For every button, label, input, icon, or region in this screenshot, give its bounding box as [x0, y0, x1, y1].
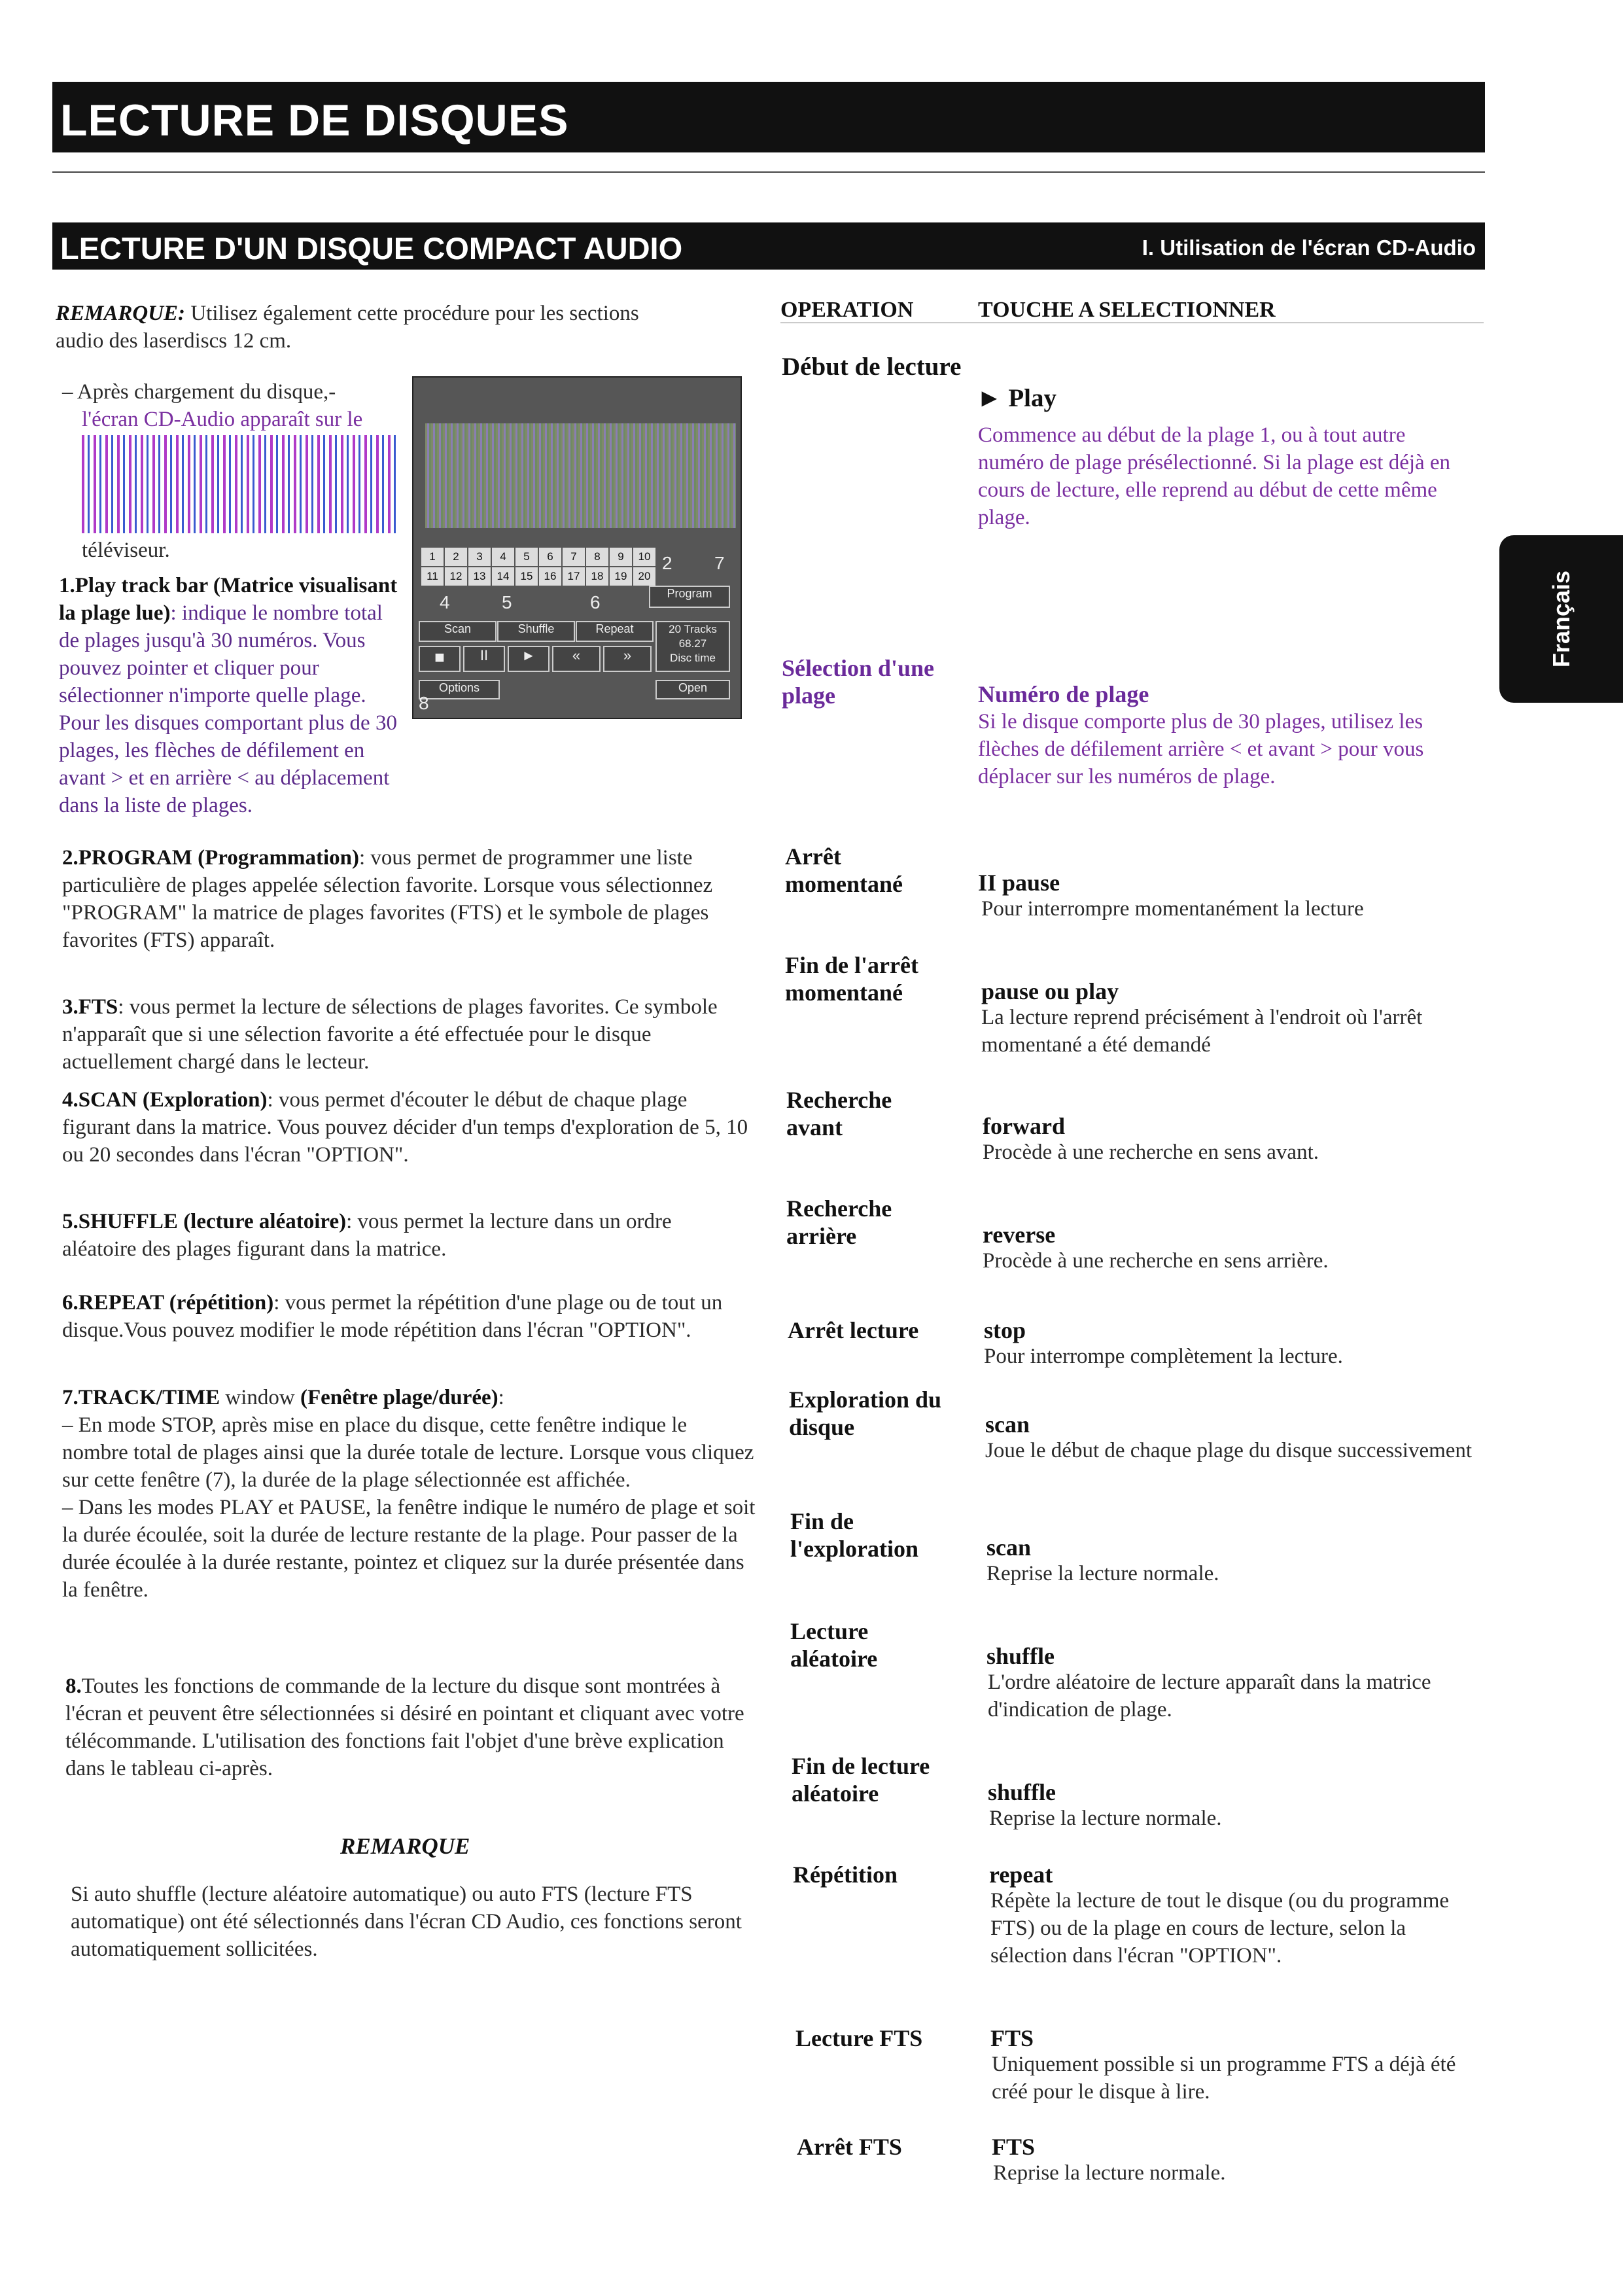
track-button[interactable]: 12	[445, 567, 467, 586]
row-description: Pour interrompre momentanément la lecture	[981, 897, 1364, 921]
row-description: Reprise la lecture normale.	[993, 2161, 1226, 2185]
window-tracks: 20 Tracks	[669, 623, 717, 635]
item-3	[62, 993, 749, 1076]
table-header-operation: OPERATION	[780, 298, 914, 322]
track-button[interactable]: 13	[468, 567, 491, 586]
section-title: LECTURE D'UN DISQUE COMPACT AUDIO	[60, 231, 683, 266]
play-button[interactable]: ►	[508, 646, 550, 672]
track-button[interactable]: 8	[586, 548, 608, 566]
track-button[interactable]: 10	[633, 548, 655, 566]
item-7	[62, 1384, 756, 1604]
key-label: shuffle	[986, 1643, 1055, 1669]
section-subtitle: I. Utilisation de l'écran CD-Audio	[1142, 236, 1476, 260]
track-button[interactable]: 11	[421, 567, 444, 586]
op-label: Sélection d'une plage	[782, 655, 935, 709]
key-label: reverse	[983, 1222, 1056, 1248]
row-description: Reprise la lecture normale.	[986, 1562, 1219, 1585]
op-label: Lecture aléatoire	[790, 1618, 878, 1672]
row-description: La lecture reprend précisément à l'endroit où l'arrêt momentané a été demandé	[981, 1006, 1423, 1057]
track-button[interactable]: 4	[492, 548, 514, 566]
item-number: 7.	[62, 1386, 79, 1409]
item-number: 3.	[62, 995, 79, 1019]
op-label: Fin de l'exploration	[790, 1508, 918, 1562]
op-label: Répétition	[793, 1862, 898, 1888]
remark-paragraph	[56, 300, 684, 355]
key-label: scan	[985, 1411, 1030, 1438]
item-number: 2.	[62, 846, 79, 870]
item-5	[62, 1208, 749, 1263]
scan-button[interactable]: Scan	[419, 621, 497, 642]
track-button[interactable]: 9	[610, 548, 632, 566]
table-header-key: TOUCHE A SELECTIONNER	[978, 298, 1276, 322]
callout-6: 6	[590, 592, 601, 612]
intro-glitch-band	[82, 435, 396, 533]
item-title-2: (Fenêtre plage/durée)	[300, 1386, 498, 1409]
track-button[interactable]: 2	[445, 548, 467, 566]
item-title: SHUFFLE (lecture aléatoire)	[78, 1210, 347, 1233]
row-description: Commence au début de la plage 1, ou à tout autre numéro de plage présélectionné. Si la plage est déjà en cours de lecture, elle reprend au début de cette même plage.	[978, 423, 1451, 529]
row-description: Si le disque comporte plus de 30 plages, utilisez les flèches de défilement arrière < et avant > pour vous déplacer sur les numéros de plage.	[978, 710, 1424, 788]
item-text: : vous permet de programmer une liste particulière de plages appelée sélection favorite. Lorsque vous sélectionnez "PROGRAM" la matrice de plages favorites (FTS) et le symbole de plages favorites (FTS) apparaît.	[62, 846, 713, 952]
item-colon: :	[498, 1386, 504, 1409]
op-label: Fin de l'arrêt momentané	[785, 952, 918, 1006]
item-7-bullet-1: – En mode STOP, après mise en place du disque, cette fenêtre indique le nombre total de plages ainsi que la durée totale de lecture. Lorsque vous cliquez sur cette fenêtre (7), la durée de la plage sélectionnée est affichée.	[62, 1413, 754, 1492]
item-number: 1.	[59, 574, 75, 597]
language-tab: Français	[1499, 535, 1623, 703]
page-title: LECTURE DE DISQUES	[60, 96, 569, 145]
track-button[interactable]: 19	[610, 567, 632, 586]
row-description: Procède à une recherche en sens avant.	[983, 1140, 1319, 1164]
item-title: PROGRAM (Programmation)	[78, 846, 359, 870]
key-label: Numéro de plage	[978, 681, 1149, 707]
callout-7: 7	[714, 553, 725, 573]
forward-button[interactable]: »	[603, 646, 652, 672]
item-1	[59, 572, 406, 819]
stop-button[interactable]: ■	[419, 646, 461, 672]
item-text: : vous permet la lecture dans un ordre aléatoire des plages figurant dans la matrice.	[62, 1210, 672, 1261]
item-mid: window	[220, 1386, 300, 1409]
row-description: Pour interrompe complètement la lecture.	[984, 1345, 1343, 1368]
track-button[interactable]: 6	[539, 548, 561, 566]
op-label: Exploration du disque	[789, 1386, 942, 1440]
key-label: repeat	[989, 1862, 1053, 1888]
item-6	[62, 1289, 749, 1344]
item-title: TRACK/TIME	[78, 1386, 220, 1409]
header-divider	[52, 171, 1485, 173]
options-button[interactable]: Options	[419, 680, 500, 699]
item-number: 6.	[62, 1291, 79, 1315]
pause-button[interactable]: II	[463, 646, 505, 672]
item-2	[62, 844, 749, 954]
key-label: pause ou play	[981, 978, 1119, 1004]
item-text: : vous permet la répétition d'une plage ou de tout un disque.Vous pouvez modifier le mode répétition dans l'écran "OPTION".	[62, 1291, 723, 1342]
key-label: FTS	[992, 2134, 1036, 2160]
remark-label: REMARQUE:	[56, 302, 186, 325]
item-number: 4.	[62, 1088, 79, 1112]
row-description: Reprise la lecture normale.	[989, 1807, 1222, 1830]
remark-2-text: Si auto shuffle (lecture aléatoire automatique) ou auto FTS (lecture FTS automatique) ont été sélectionnés dans l'écran CD Audio, ces fonctions seront automatiquement sollicitées.	[71, 1882, 742, 1961]
callout-5: 5	[502, 592, 512, 612]
key-label: scan	[986, 1534, 1032, 1561]
intro-line-3: téléviseur.	[82, 539, 170, 562]
intro-line-1: – Après chargement du disque,-	[62, 380, 336, 404]
item-number: 8.	[65, 1674, 82, 1698]
remark-text: Utilisez également cette procédure pour les sections audio des laserdiscs 12 cm.	[56, 302, 639, 353]
track-button[interactable]: 16	[539, 567, 561, 586]
callout-2: 2	[662, 553, 672, 573]
item-text: : vous permet la lecture de sélections de plages favorites. Ce symbole n'apparaît que si une sélection favorite a été effectuée pour le disque actuellement chargé dans le lecteur.	[62, 995, 718, 1074]
op-label: Arrêt lecture	[788, 1317, 919, 1343]
track-button[interactable]: 17	[563, 567, 585, 586]
op-label: Arrêt FTS	[797, 2134, 902, 2160]
item-7-bullet-2: – Dans les modes PLAY et PAUSE, la fenêtre indique le numéro de plage et soit la durée écoulée, soit la durée de lecture restante de la plage. Pour passer de la durée écoulée à la durée restante, pointez et cliquez sur la durée présentée dans la fenêtre.	[62, 1496, 756, 1602]
key-label: shuffle	[988, 1779, 1056, 1805]
remark-2-title: REMARQUE	[340, 1833, 470, 1859]
row-description: L'ordre aléatoire de lecture apparaît dans la matrice d'indication de plage.	[988, 1670, 1431, 1722]
key-label: forward	[983, 1113, 1065, 1139]
repeat-button[interactable]: Repeat	[576, 621, 654, 642]
item-text: Toutes les fonctions de commande de la lecture du disque sont montrées à l'écran et peuvent être sélectionnées si désiré en pointant et cliquant avec votre télécommande. L'utilisation des fonctions fait l'objet d'une brève explication dans le tableau ci-après.	[65, 1674, 744, 1780]
item-8	[65, 1672, 759, 1782]
intro-line-2: l'écran CD-Audio apparaît sur le	[82, 408, 363, 431]
section-header-bar	[52, 222, 1485, 270]
op-label: Début de lecture	[782, 353, 962, 381]
key-label: FTS	[990, 2025, 1034, 2051]
item-title: REPEAT (répétition)	[78, 1291, 274, 1315]
item-title: Play track bar (Matrice visualisant la plage lue)	[59, 574, 398, 625]
track-button[interactable]: 20	[633, 567, 655, 586]
item-number: 5.	[62, 1210, 79, 1233]
row-description: Répète la lecture de tout le disque (ou du programme FTS) ou de la plage en cours de lecture, selon la sélection dans l'écran "OPTION".	[990, 1889, 1450, 1968]
open-button[interactable]: Open	[655, 680, 730, 699]
track-button[interactable]: 15	[515, 567, 538, 586]
callout-8: 8	[419, 693, 429, 713]
reverse-button[interactable]: «	[552, 646, 601, 672]
item-text: : vous permet d'écouter le début de chaque plage figurant dans la matrice. Vous pouvez décider d'un temps d'exploration de 5, 10 ou 20 secondes dans l'écran "OPTION".	[62, 1088, 748, 1167]
window-label: Disc time	[670, 652, 716, 664]
op-label: Recherche arrière	[786, 1195, 892, 1249]
screen-preview	[425, 423, 736, 528]
callout-4: 4	[440, 592, 450, 612]
program-button[interactable]: Program	[649, 586, 730, 608]
item-title: SCAN (Exploration)	[78, 1088, 268, 1112]
key-label: stop	[984, 1317, 1026, 1343]
key-label: ► Play	[977, 384, 1057, 412]
item-text: : indique le nombre total de plages jusqu'à 30 numéros. Vous pouvez pointer et cliquer pour sélectionner n'importe quelle plage. Pour les disques comportant plus de 30 plages, les flèches de défilement en avant > et en arrière < au déplacement dans la liste de plages.	[59, 601, 397, 817]
item-4	[62, 1086, 749, 1169]
track-button[interactable]: 3	[468, 548, 491, 566]
item-title: FTS	[78, 995, 118, 1019]
track-button[interactable]: 5	[515, 548, 538, 566]
track-time-window[interactable]	[655, 621, 730, 672]
page-header-bar	[52, 82, 1485, 152]
row-description: Procède à une recherche en sens arrière.	[983, 1249, 1329, 1273]
key-label: II pause	[978, 870, 1060, 896]
track-button[interactable]: 7	[563, 548, 585, 566]
cd-audio-screen	[412, 376, 742, 719]
row-description: Uniquement possible si un programme FTS a déjà été créé pour le disque à lire.	[992, 2053, 1456, 2104]
op-label: Arrêt momentané	[785, 843, 903, 897]
track-button[interactable]: 18	[586, 567, 608, 586]
window-time: 68.27	[678, 637, 707, 650]
track-button[interactable]: 14	[492, 567, 514, 586]
play-track-bar[interactable]	[421, 548, 655, 586]
shuffle-button[interactable]: Shuffle	[497, 621, 575, 642]
op-label: Recherche avant	[786, 1087, 892, 1140]
op-label: Lecture FTS	[795, 2025, 923, 2051]
row-description: Joue le début de chaque plage du disque successivement	[985, 1439, 1473, 1462]
op-label: Fin de lecture aléatoire	[792, 1753, 930, 1807]
track-button[interactable]: 1	[421, 548, 444, 566]
